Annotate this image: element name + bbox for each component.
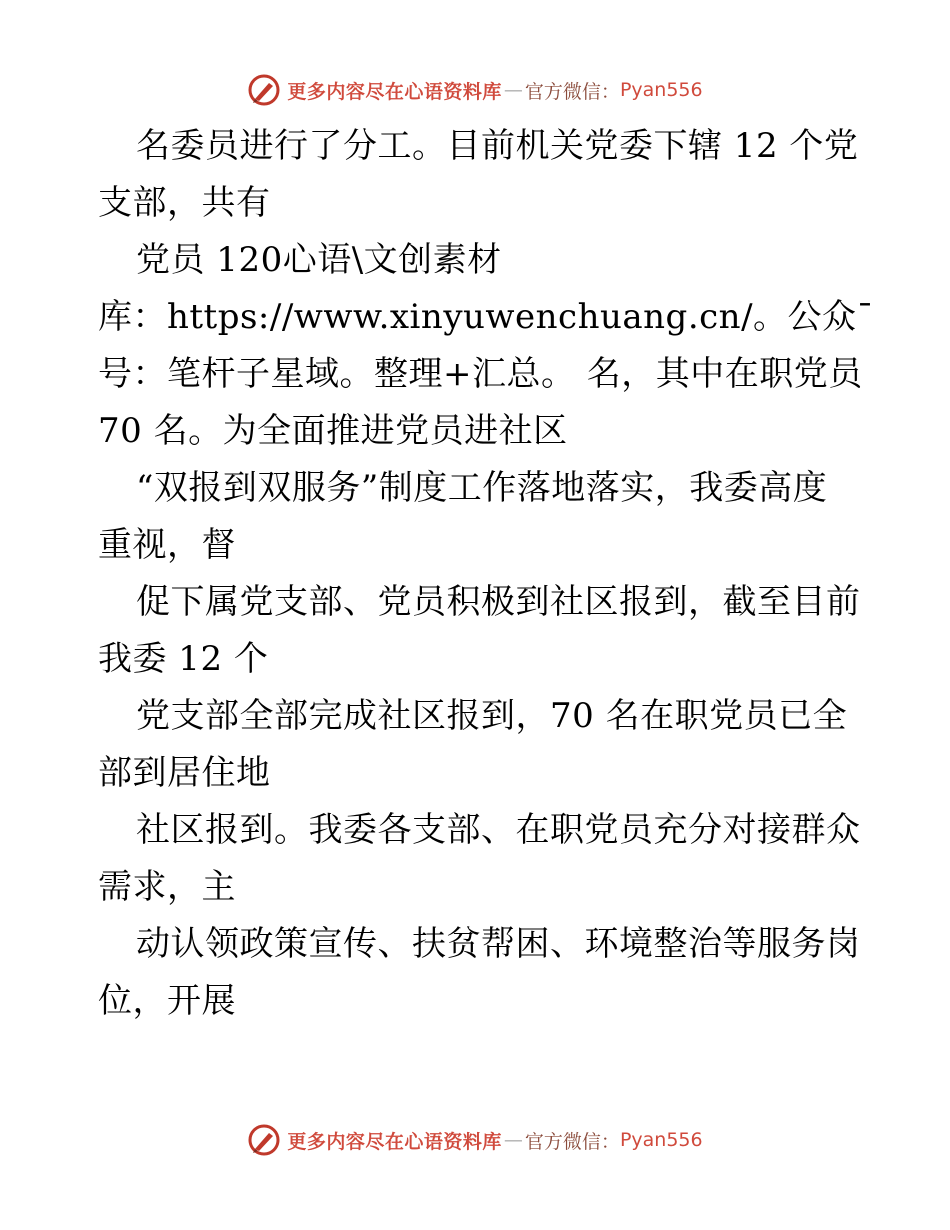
text-line: 名委员进行了分工。目前机关党委下辖 12 个党 bbox=[136, 126, 859, 166]
text-line: “双报到双服务”制度工作落地落实，我委高度 bbox=[136, 468, 828, 508]
text-line: 70 名。为全面推进党员进社区 bbox=[98, 411, 568, 451]
text-line: 部到居住地 bbox=[98, 753, 271, 793]
text-line: 动认领政策宣传、扶贫帮困、环境整治等服务岗 bbox=[136, 924, 861, 964]
text-line: 我委 12 个 bbox=[98, 639, 269, 679]
banner-wechat-label: 官方微信： bbox=[524, 80, 620, 103]
banner-wechat-label: 官方微信： bbox=[524, 1130, 620, 1153]
text-line: 位，开展 bbox=[98, 981, 236, 1021]
banner-dash: — bbox=[503, 79, 523, 101]
footer-watermark-banner bbox=[0, 1120, 950, 1160]
text-line: 号：笔杆子星域。整理+汇总。 名，其中在职党员 bbox=[98, 354, 863, 394]
document-body bbox=[98, 118, 875, 1030]
pen-logo-icon bbox=[247, 73, 281, 107]
text-line: 党支部全部完成社区报到，70 名在职党员已全 bbox=[136, 696, 848, 736]
text-line: 重视，督 bbox=[98, 525, 236, 565]
pen-logo-icon bbox=[247, 1123, 281, 1157]
text-line: 库：https://www.xinyuwenchuang.cn/。公众¯ bbox=[98, 297, 875, 337]
banner-wechat-id: Pyan556 bbox=[619, 79, 703, 101]
text-line: 需求，主 bbox=[98, 867, 236, 907]
text-line: 支部，共有 bbox=[98, 183, 271, 223]
text-line: 党员 120心语\文创素材 bbox=[136, 240, 502, 280]
banner-wechat-id: Pyan556 bbox=[619, 1129, 703, 1151]
banner-main-text: 更多内容尽在心语资料库 bbox=[287, 1130, 502, 1153]
text-line: 社区报到。我委各支部、在职党员充分对接群众 bbox=[136, 810, 861, 850]
text-line: 促下属党支部、党员积极到社区报到，截至目前 bbox=[136, 582, 861, 622]
banner-dash: — bbox=[503, 1129, 523, 1151]
banner-main-text: 更多内容尽在心语资料库 bbox=[287, 80, 502, 103]
header-watermark-banner bbox=[0, 70, 950, 110]
